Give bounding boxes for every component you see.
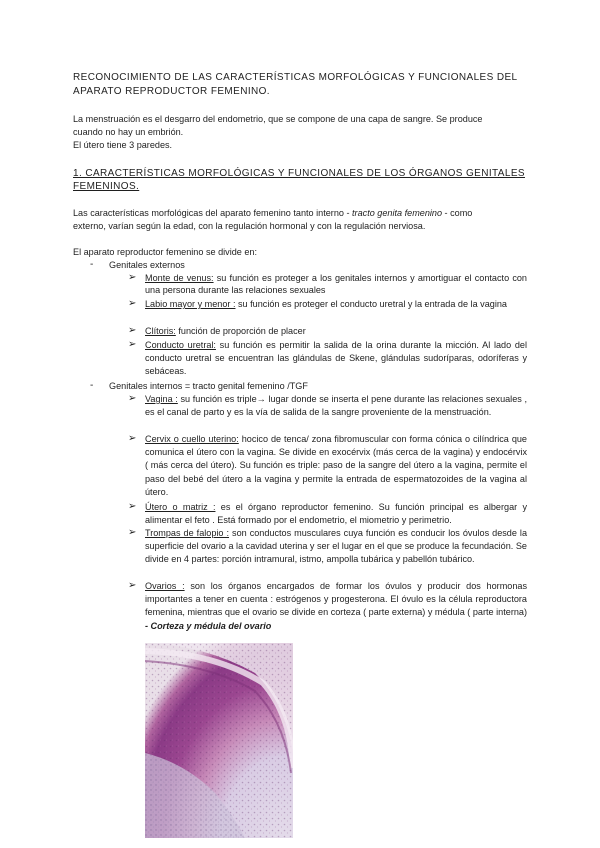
item-term: Trompas de falopio : bbox=[145, 528, 230, 538]
section-heading-line-1: 1. CARACTERÍSTICAS MORFOLÓGICAS Y FUNCIONALES DE LOS ÓRGANOS GENITALES bbox=[73, 168, 525, 179]
ovary-histology-icon bbox=[145, 643, 293, 838]
paragraph-italic-term: tracto genita femenino bbox=[352, 208, 443, 218]
paragraph-line-1 bbox=[73, 207, 472, 219]
item-term: Cervix o cuello uterino: bbox=[145, 434, 239, 444]
arrow-bullet-icon: ➢ bbox=[128, 325, 137, 336]
arrow-bullet-icon: ➢ bbox=[128, 433, 137, 444]
item-text: función de proporción de placer bbox=[175, 326, 306, 336]
arrow-bullet-icon: ➢ bbox=[128, 339, 137, 350]
item-term: Útero o matriz : bbox=[145, 502, 216, 512]
item-term: Vagina : bbox=[145, 394, 178, 404]
externos-item-clitoris bbox=[145, 325, 527, 337]
item-term: Ovarios : bbox=[145, 581, 185, 591]
arrow-bullet-icon: ➢ bbox=[128, 527, 137, 538]
intro-line-3: El útero tiene 3 paredes. bbox=[73, 140, 173, 150]
item-term: Monte de venus: bbox=[145, 273, 214, 283]
externos-item-conducto-uretral bbox=[145, 339, 527, 379]
item-text: su función es triple→ lugar donde se inserta el pene durante las relaciones sexuales , es el canal de parto y es la vía de salida de la sangre proveniente de la menstruación. bbox=[145, 394, 527, 418]
paragraph-text: Las características morfológicas del aparato femenino tanto interno - bbox=[73, 208, 353, 218]
internos-item-trompas bbox=[145, 527, 527, 567]
item-text: su función es permitir la salida de la orina durante la micción. Al lado del conducto uretral se encuentran las glándulas de Skene, glándulas sudoríparas, odoríferas y sebáceas. bbox=[145, 340, 527, 377]
item-text: su función es proteger el conducto uretral y la entrada de la vagina bbox=[235, 299, 507, 309]
section-heading-line-2: FEMENINOS. bbox=[73, 181, 140, 192]
paragraph-line-2: externo, varían según la edad, con la regulación hormonal y con la regulación nerviosa. bbox=[73, 221, 426, 231]
externos-item-monte-de-venus bbox=[145, 272, 527, 296]
document-title-line-1: RECONOCIMIENTO DE LAS CARACTERÍSTICAS MORFOLÓGICAS Y FUNCIONALES DEL bbox=[73, 72, 518, 83]
internos-item-vagina bbox=[145, 393, 527, 419]
item-term: Clítoris: bbox=[145, 326, 176, 336]
arrow-bullet-icon: ➢ bbox=[128, 580, 137, 591]
externos-item-labios bbox=[145, 298, 527, 310]
internos-item-utero bbox=[145, 501, 527, 527]
paragraph-text-tail: - como bbox=[442, 208, 473, 218]
item-text: su función es proteger a los genitales internos y amortiguar el contacto con una persona durante las relaciones sexuales bbox=[145, 273, 527, 295]
item-text: es el órgano reproductor femenino. Su función principal es albergar y alimentar el feto . Está formado por el endometrio, el miometrio y perimetrio. bbox=[145, 502, 527, 526]
ovary-histology-image bbox=[145, 643, 293, 838]
arrow-bullet-icon: ➢ bbox=[128, 272, 137, 283]
intro-line-1: La menstruación es el desgarro del endometrio, que se compone de una capa de sangre. Se produce bbox=[73, 114, 483, 124]
document-title-line-2: APARATO REPRODUCTOR FEMENINO. bbox=[73, 86, 270, 97]
arrow-bullet-icon: ➢ bbox=[128, 501, 137, 512]
item-term: Conducto uretral: bbox=[145, 340, 216, 350]
internos-heading: Genitales internos = tracto genital femenino /TGF bbox=[109, 381, 308, 391]
item-text: son conductos musculares cuya función es conducir los óvulos desde la superficie del ovario a la cavidad uterina y ser el lugar en el que se produce la fecundación. Se divide en 4 partes: porción intramural, istmo, ampolla tubárica y pabellón tubárico. bbox=[145, 528, 527, 565]
arrow-bullet-icon: ➢ bbox=[128, 393, 137, 404]
arrow-bullet-icon: ➢ bbox=[128, 298, 137, 309]
internos-item-ovarios bbox=[145, 580, 527, 633]
item-text: son los órganos encargados de formar los óvulos y producir dos hormonas importantes a tener en cuenta : estrógenos y progesterona. El óvulo es la célula reproductora femenina, mientras que el ovario se divide en corteza ( parte externa) y médula ( parte interna) bbox=[145, 581, 527, 618]
item-bold-caption: - Corteza y médula del ovario bbox=[145, 620, 272, 631]
division-intro: El aparato reproductor femenino se divide en: bbox=[73, 247, 258, 257]
item-text: hocico de tenca/ zona fibromuscular con forma cónica o cilíndrica que comunica el útero con la vagina. Se divide en exocérvix (más cerca de la vagina) y endocérvix ( más cerca del útero). Su función es triple: paso de la sangre del útero a la vagina, permite el paso del bebé del útero a la vagina y permite la entrada de espermatozoides de la vagina al útero. bbox=[145, 434, 527, 497]
item-term: Labio mayor y menor : bbox=[145, 299, 236, 309]
internos-item-cervix bbox=[145, 433, 527, 499]
intro-line-2: cuando no hay un embrión. bbox=[73, 127, 184, 137]
dash-bullet: - bbox=[90, 380, 94, 391]
dash-bullet: - bbox=[90, 259, 94, 270]
externos-heading: Genitales externos bbox=[109, 260, 185, 270]
